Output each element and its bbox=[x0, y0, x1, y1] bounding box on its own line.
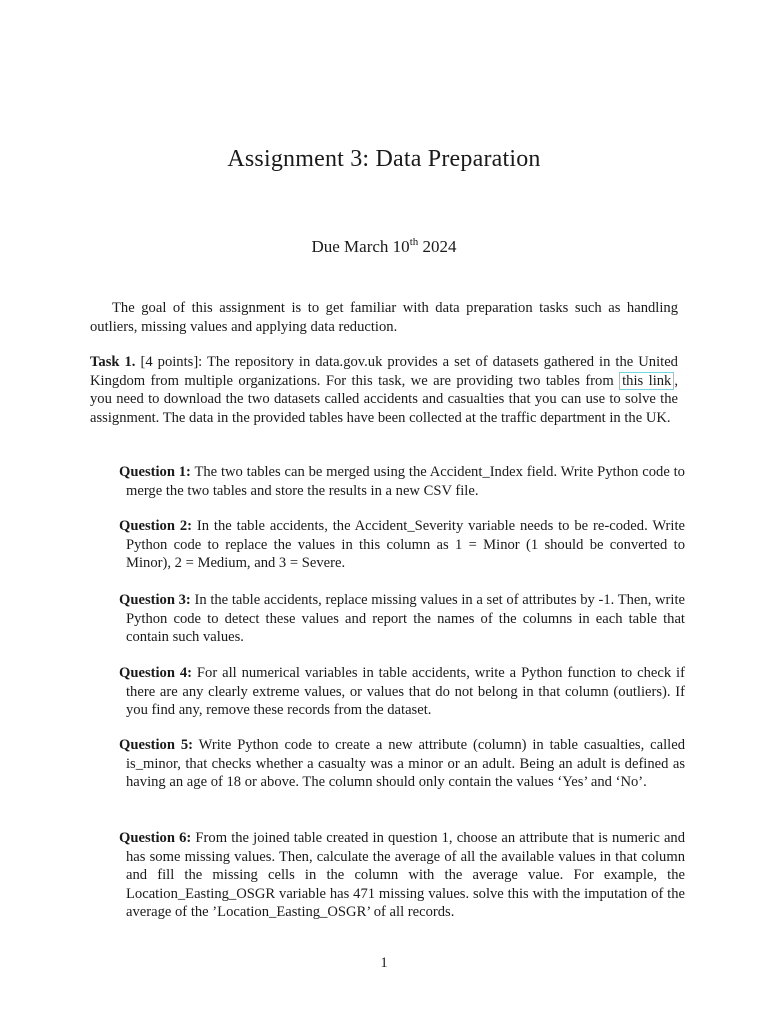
due-date-prefix: Due March 10 bbox=[311, 237, 410, 256]
question-5-label: Question 5: bbox=[119, 737, 194, 753]
task-label: Task 1. bbox=[90, 354, 136, 370]
task-text-after-link: , you need to download the two datasets called accidents and casualties that you can use to solve the assignment. The data in the provided tables have been collected at the traffic department in the UK. bbox=[90, 372, 678, 426]
question-6-text: From the joined table created in question 1, choose an attribute that is numeric and has some missing values. Then, calculate the average of all the available values in that column and fill the missing cells in the column with the average value. For example, the Location_Easting_OSGR variable has 471 missing values. solve this with the imputation of the average of the ’Location_Easting_OSGR’ of all records. bbox=[126, 830, 686, 920]
question-4-text: For all numerical variables in table accidents, write a Python function to check if there are any clearly extreme values, or values that do not belong in that column (outliers). If you find any, remove these records from the dataset. bbox=[126, 665, 685, 718]
question-6-label: Question 6: bbox=[119, 830, 192, 846]
due-date-superscript: th bbox=[409, 236, 419, 248]
question-4-label: Question 4: bbox=[119, 665, 193, 681]
question-3-text: In the table accidents, replace missing values in a set of attributes by -1. Then, write Python code to detect these values and report the names of the columns in each table that contain such values. bbox=[126, 592, 685, 645]
question-1-label: Question 1: bbox=[119, 464, 191, 480]
question-5-text: Write Python code to create a new attribute (column) in table casualties, called is_minor, that checks whether a casualty was a minor or an adult. Being an adult is defined as having an age of 18 or above. The column should only contain the values ‘Yes’ and ‘No’. bbox=[126, 737, 685, 790]
dataset-link[interactable]: this link bbox=[619, 372, 674, 390]
question-4 bbox=[119, 664, 685, 720]
question-2-text: In the table accidents, the Accident_Severity variable needs to be re-coded. Write Python code to replace the values in this column as 1 = Minor (1 should be converted to Minor), 2 = Medium, and 3 = Severe. bbox=[126, 518, 685, 571]
question-2-label: Question 2: bbox=[119, 518, 192, 534]
question-5 bbox=[119, 736, 685, 792]
question-6 bbox=[119, 829, 685, 922]
document-title: Assignment 3: Data Preparation bbox=[227, 146, 541, 172]
question-1 bbox=[119, 463, 685, 500]
due-date-year: 2024 bbox=[418, 237, 457, 256]
due-date bbox=[0, 237, 768, 257]
intro-paragraph: The goal of this assignment is to get familiar with data preparation tasks such as handling outliers, missing values and applying data reduction. bbox=[90, 300, 678, 335]
page-number: 1 bbox=[380, 955, 388, 971]
question-2 bbox=[119, 517, 685, 573]
question-3-label: Question 3: bbox=[119, 592, 191, 608]
task-paragraph bbox=[90, 353, 678, 427]
task-text-before-link: [4 points]: The repository in data.gov.uk provides a set of datasets gathered in the United Kingdom from multiple organizations. For this task, we are providing two tables from bbox=[90, 354, 678, 389]
question-3 bbox=[119, 591, 685, 647]
question-1-text: The two tables can be merged using the Accident_Index field. Write Python code to merge the two tables and store the results in a new CSV file. bbox=[126, 464, 685, 499]
